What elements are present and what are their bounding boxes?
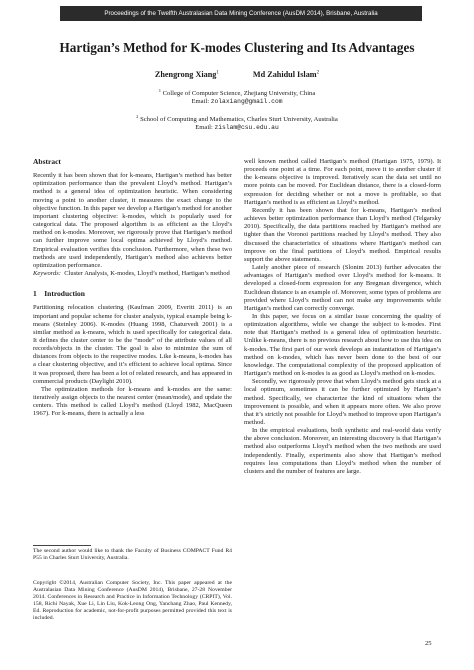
keywords: Keywords: Cluster Analysis, K-modes, Lloyd’s method, Hartigan’s method bbox=[33, 270, 230, 278]
page-number: 25 bbox=[425, 640, 432, 647]
right-paragraph-3: Lately another piece of research (Slonim 2013) further advocates the advantages of Hartigan’s method over Lloyd’s method for k-means. It developed a closed-form expression for any Bregman divergence, which Euclidean distance is an example of. Moreover, some types of problems are provided where Lloyd’s method can not make any improvements while Hartigan’s method can correctly converge. bbox=[244, 264, 441, 312]
abstract-text: Recently it has been shown that for k-means, Hartigan’s method has better optimization performance than the prevalent Lloyd’s method. Hartigan’s method is a general idea of optimization heuristic. When considering moving a point to another cluster, it measures the exact change to the objective function. In this paper we develop a Hartigan’s method for another important clustering objective: k-modes, which is popularly used for categorical data. The proposed algorithm is as efficient as the Lloyd’s method on k-modes. Moreover, we rigorously prove that Hartigan’s method can further improve some local optima achieved by Lloyd’s method. Empirical evaluation verifies this conclusion. Furthermore, when these two methods are used independently, Hartigan’s method also achieves better optimization performance. bbox=[33, 172, 232, 269]
paper-title: Hartigan’s Method for K-modes Clustering and Its Advantages bbox=[59, 40, 415, 55]
right-paragraph-1: well known method called Hartigan’s method (Hartigan 1975, 1979). It proceeds one point at a time. For each point, move it to another cluster if the k-means objective is improved. Iteratively scan the data set until no more points can be moved. For Euclidean distance, there is a closed-form expression for deciding whether or not a move is profitable, so that Hartigan’s method is as efficient as Lloyd’s method. bbox=[244, 158, 441, 206]
copyright-notice: Copyright ©2014, Australian Computer Society, Inc. This paper appeared at the Australasian Data Mining Conference (AusDM 2014), Brisbane, 27-28 November 2014. Conferences in Research and Practice in Information Technology (CRPIT), Vol. 158, Richi Nayak, Xue Li, Lin Liu, Kok-Leong Ong, Yanchang Zhao, Paul Kennedy, Ed. Reproduction for academic, not-for-profit purposes permitted provided this text is included. bbox=[33, 580, 232, 622]
right-paragraph-4: In this paper, we focus on a similar issue concerning the quality of optimization algorithms, while we change the subject to k-modes. First note that Hartigan’s method is a general idea of optimization heuristic. Unlike k-means, there is no previous research about how to use this idea on k-modes. The first part of our work develops an instantiation of Hartigan’s method on k-modes, which has never been done to the best of our knowledge. The computational complexity of the proposed application of Hartigan’s method on k-modes is as good as Lloyd’s method on k-modes. bbox=[244, 312, 441, 378]
author-list bbox=[0, 70, 474, 79]
affiliation-2: $^2$ School of Computing and Mathematics, Charles Sturt University, Australia Email: zislam@csu.edu.au bbox=[136, 114, 338, 132]
intro-paragraph-2: The optimization methods for k-means and k-modes are the same: iteratively assign objects to the nearest center (mean/mode), and update the centers. This method is called Lloyd’s method (Lloyd 1982, MacQueen 1967). For k-means, there is actually a less bbox=[33, 385, 232, 418]
abstract-heading: Abstract bbox=[33, 157, 61, 166]
affiliation-1: $^1$ College of Computer Science, Zhejiang University, China Email: zolaxiang@gmail.com bbox=[158, 88, 316, 106]
right-paragraph-5: Secondly, we rigorously prove that when Lloyd’s method gets stuck at a local optimum, sometimes it can be further optimized by Hartigan’s method. Specifically, we characterize the kind of situations when the improvement is possible, and when it appears more often. We also prove that it’s strictly not possible for Lloyd’s method to improve upon Hartigan’s method. bbox=[244, 378, 441, 426]
intro-paragraph-1: Partitioning relocation clustering (Kaufman 2009, Everitt 2011) is an important and popular scheme for cluster analysis, typical example being k-means (Steinley 2006). K-modes (Huang 1998, Chaturvedi 2001) is a similar method as k-means, which is used specifically for categorical data. It defines the cluster center to be the “mode” of the attribute values of all records/objects in the cluster. The goal is also to minimize the sum of distances from objects to the respective modes. Like k-means, k-modes has a clear clustering objective, and it’s efficient to achieve local optima. Since it was proposed, there has been a lot of related research, and has appeared in commercial products (Daylight 2010). bbox=[33, 304, 232, 385]
introduction-heading: 1 Introduction bbox=[33, 289, 85, 299]
right-paragraph-2: Recently it has been shown that for k-means, Hartigan’s method achieves better optimization performance than Lloyd’s method (Telgarsky 2010). Specifically, the data partitions reached by Hartigan’s method are tighter than the Voronoi partitions reached by Lloyd’s method. They also discussed the characteristics of situations where Hartigan’s method can improve on the final partitions of Lloyd’s method. Empirical results support the above statements. bbox=[244, 206, 441, 263]
email-1: zolaxiang@gmail.com bbox=[210, 98, 283, 106]
email-2: zislam@csu.edu.au bbox=[214, 124, 279, 132]
right-paragraph-6: In the empirical evaluations, both synthetic and real-world data verify the above conclusion. Moreover, an interesting discovery is that Hartigan’s method also outperforms Lloyd’s method when the two methods are used independently. Finally, experiments also show that Hartigan’s method requires less computations than Lloyd’s method when the number of clusters and the number of features are large. bbox=[244, 427, 441, 475]
right-column bbox=[244, 158, 441, 476]
author-2: Md Zahidul Islam$^2$ bbox=[252, 70, 320, 79]
acknowledgement-footnote: The second author would like to thank the Faculty of Business COMPACT Fund R4 P55 in Charles Sturt University, Australia. bbox=[33, 548, 232, 561]
left-column bbox=[33, 158, 232, 419]
author-1: Zhengrong Xiang$^1$ bbox=[154, 70, 219, 79]
proceedings-header: Proceedings of the Twelfth Australasian Data Mining Conference (AusDM 2014), Brisbane, Australia bbox=[60, 6, 422, 21]
footnote-rule bbox=[33, 545, 91, 546]
